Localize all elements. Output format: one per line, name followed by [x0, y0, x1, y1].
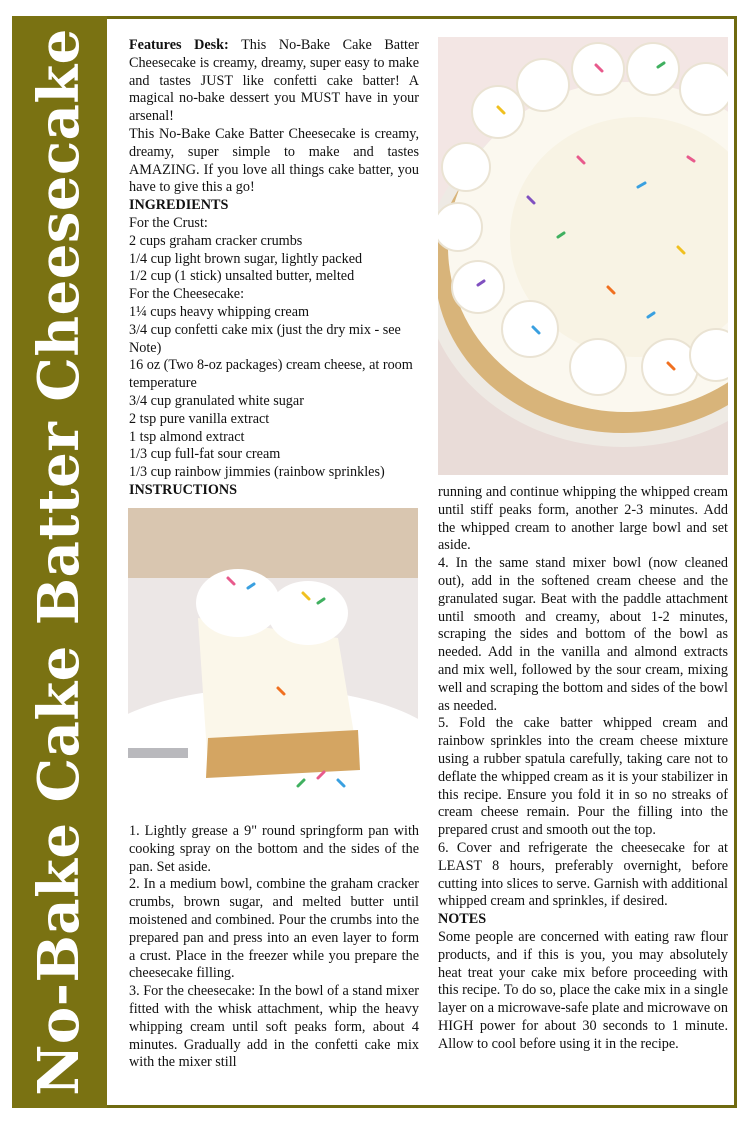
ingredient-item: 1/3 cup full-fat sour cream — [129, 446, 281, 463]
instruction-step-3: 3. For the cheesecake: In the bowl of a stand mixer fitted with the whisk attachment, whip the heavy whipping cream until soft peaks form, about 4 minutes. Gradually add in the confetti cake mix with the mixer still — [129, 983, 419, 1071]
ingredient-item: 1/2 cup (1 stick) unsalted butter, melted — [129, 268, 355, 285]
left-column-lower — [129, 823, 419, 1072]
ingredients-heading: INGREDIENTS — [129, 197, 229, 214]
cheesecake-slice-photo — [128, 508, 418, 808]
intro-paragraph-1: Features Desk: This No-Bake Cake Batter Cheesecake is creamy, dreamy, super easy to make and tastes JUST like confetti cake batter! A magical no-bake dessert you MUST have in your arsenal! — [129, 37, 420, 125]
instructions-heading: INSTRUCTIONS — [129, 481, 238, 498]
instruction-step-1: 1. Lightly grease a 9" round springform pan with cooking spray on the bottom and the sides of the pan. Set aside. — [129, 823, 419, 875]
filling-heading: For the Cheesecake: — [129, 286, 245, 303]
instruction-step-3-continued: running and continue whipping the whipped cream until stiff peaks form, another 2-3 minutes. Add the whipped cream to another large bowl and set aside. — [438, 484, 728, 554]
ingredient-item: 1/4 cup light brown sugar, lightly packed — [129, 250, 363, 267]
ingredient-item: 3/4 cup confetti cake mix (just the dry mix - see Note) — [129, 321, 401, 356]
instruction-step-2: 2. In a medium bowl, combine the graham cracker crumbs, brown sugar, and melted butter until moistened and combined. Pour the crumbs into the prepared pan and press into an even layer to form a crust. Place in the freezer while you prepare the cheesecake filling. — [129, 876, 419, 982]
whole-cheesecake-photo — [438, 37, 728, 475]
instruction-step-6: 6. Cover and refrigerate the cheesecake for at LEAST 8 hours, preferably overnight, before cutting into slices to serve. Garnish with additional whipped cream and sprinkles, if desired. — [438, 839, 728, 910]
ingredient-item: 2 tsp pure vanilla extract — [129, 410, 270, 427]
ingredient-item: 3/4 cup granulated white sugar — [129, 392, 304, 409]
notes-heading: NOTES — [438, 911, 487, 928]
notes-text: Some people are concerned with eating raw flour products, and if this is you, you may absolutely heat treat your cake mix before proceeding with this recipe. To do so, place the cake mix in a single layer on a microwave-safe plate and microwave on HIGH power for about 30 seconds to 1 minute. Allow to cool before using it in the recipe. — [438, 928, 728, 1052]
ingredient-item: 1 tsp almond extract — [129, 428, 245, 445]
intro-lead: Features Desk: — [129, 37, 229, 53]
right-column-lower — [438, 484, 728, 1054]
intro-paragraph-2: This No-Bake Cake Batter Cheesecake is creamy, dreamy, super simple to make and tastes AMAZING. If you love all things cake batter, you have to give this a go! — [129, 125, 419, 196]
cheesecake-slice-image — [128, 508, 418, 808]
ingredient-item: 16 oz (Two 8-oz packages) cream cheese, at room temperature — [129, 357, 413, 392]
page-title: No-Bake Cake Batter Cheesecake — [26, 28, 92, 1096]
instruction-step-5: 5. Fold the cake batter whipped cream and rainbow sprinkles into the cream cheese mixture using a rubber spatula carefully, taking care not to deflate the whipped cream as it is your stabilizer in this recipe. Ensure you fold it in so no streaks of cream cheese remain. Pour the filling into the prepared crust and smooth out the top. — [438, 715, 728, 839]
left-column — [129, 37, 419, 500]
ingredient-item: 1¼ cups heavy whipping cream — [129, 303, 310, 320]
instruction-step-4: 4. In the same stand mixer bowl (now cleaned out), add in the softened cream cheese and the granulated sugar. Beat with the paddle attachment until smooth and creamy, about 1-2 minutes, scraping the sides and bottom of the bowl as needed. Add in the vanilla and almond extracts and mix well, followed by the sour cream, mixing well and scraping the bottom and sides of the bowl as needed. — [438, 555, 728, 714]
crust-heading: For the Crust: — [129, 214, 208, 231]
ingredient-item: 1/3 cup rainbow jimmies (rainbow sprinkles) — [129, 464, 385, 481]
cheesecake-top-image — [438, 37, 728, 475]
ingredient-item: 2 cups graham cracker crumbs — [129, 232, 303, 249]
